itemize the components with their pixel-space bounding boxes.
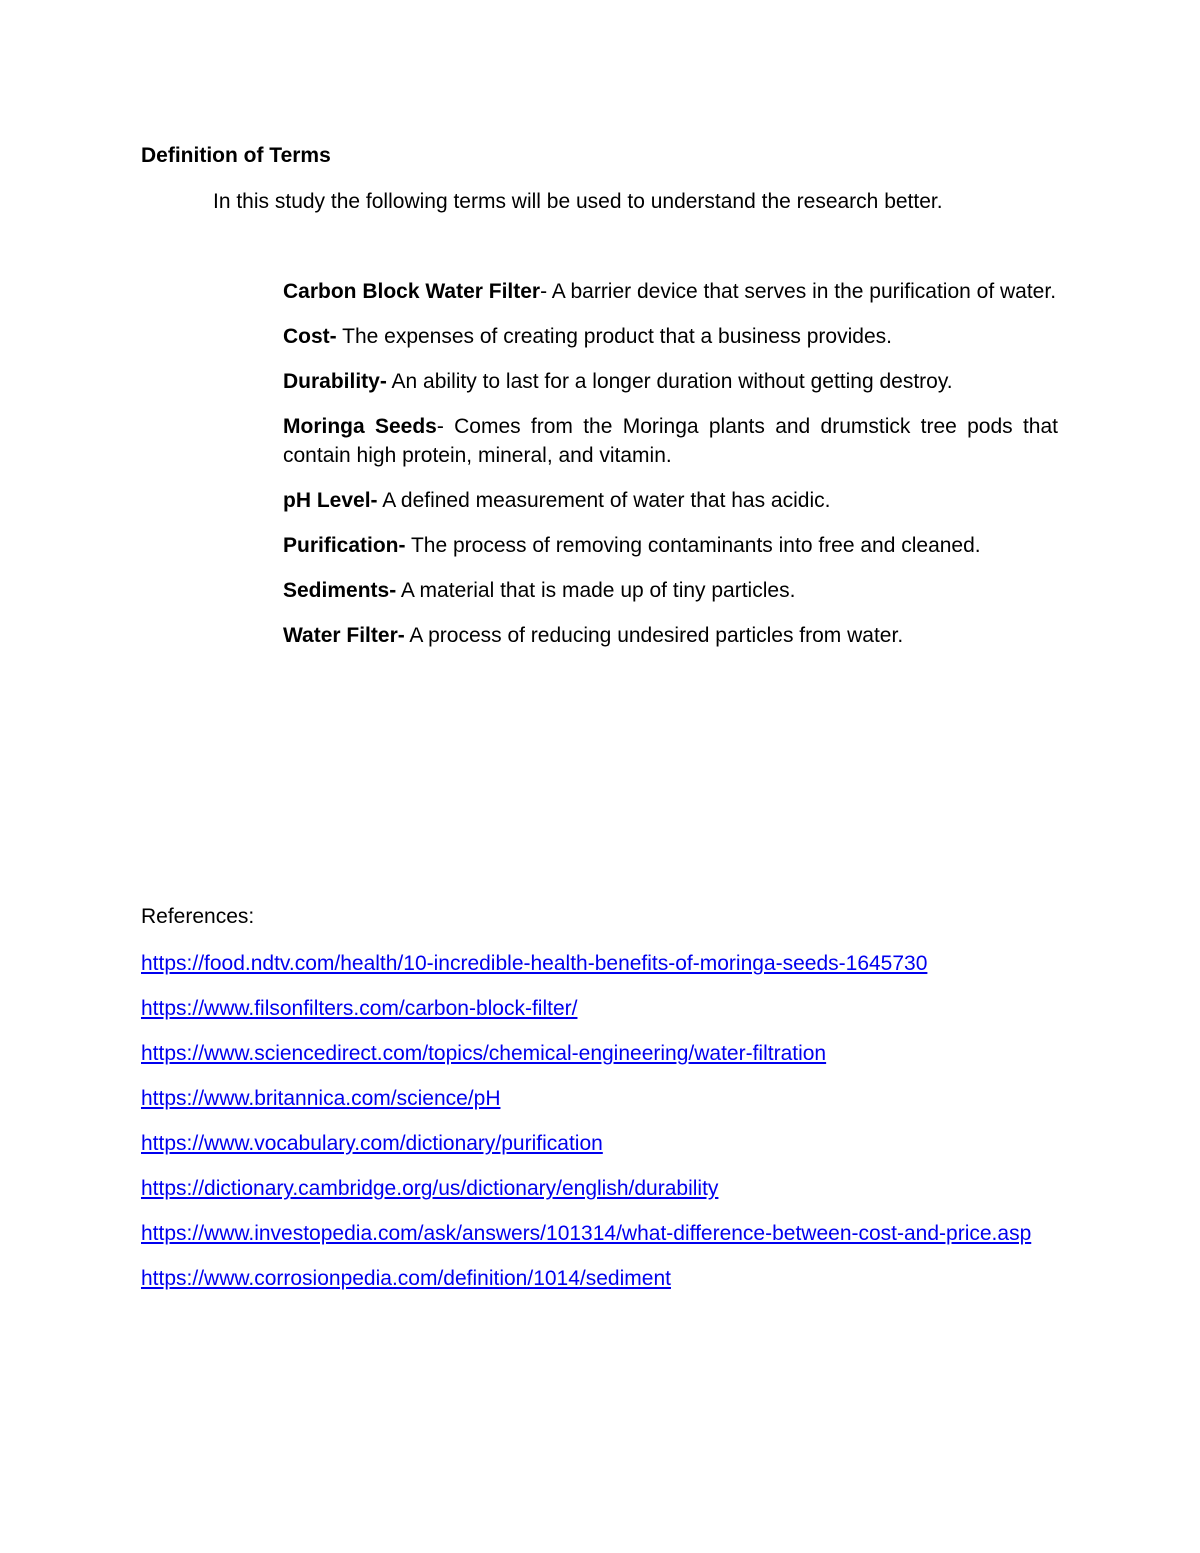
term-name: Sediments- [283,579,397,602]
term-name: Cost- [283,325,337,348]
term-definition: - A barrier device that serves in the purification of water. [540,280,1057,303]
term-definition: A defined measurement of water that has acidic. [377,489,831,512]
reference-link[interactable]: https://dictionary.cambridge.org/us/dictionary/english/durability [141,1177,719,1200]
term-entry [283,277,1058,306]
term-name: Purification- [283,534,406,557]
term-entry [283,576,1058,605]
term-name: pH Level- [283,489,378,512]
term-definition: The expenses of creating product that a business provides. [336,325,892,348]
term-name: Moringa Seeds [283,415,437,438]
term-definition: A process of reducing undesired particles from water. [404,624,904,647]
term-definition: An ability to last for a longer duration without getting destroy. [386,370,953,393]
term-entry [283,531,1058,560]
term-entry [283,322,1058,351]
reference-link[interactable]: https://www.vocabulary.com/dictionary/purification [141,1132,603,1155]
terms-list [283,277,1058,666]
references-label: References: [141,905,255,928]
reference-link[interactable]: https://www.filsonfilters.com/carbon-block-filter/ [141,997,578,1020]
term-definition: The process of removing contaminants into free and cleaned. [405,534,981,557]
term-definition: - Comes from the Moringa plants and drumstick tree pods that contain high protein, mineral, and vitamin. [283,415,1058,467]
term-name: Carbon Block Water Filter [283,280,541,303]
term-entry [283,621,1058,650]
reference-link[interactable]: https://www.investopedia.com/ask/answers/101314/what-difference-between-cost-and-price.asp [141,1222,1032,1245]
term-name: Durability- [283,370,387,393]
reference-link[interactable]: https://www.britannica.com/science/pH [141,1087,501,1110]
reference-link[interactable]: https://www.corrosionpedia.com/definition/1014/sediment [141,1267,671,1290]
term-name: Water Filter- [283,624,405,647]
term-definition: A material that is made up of tiny particles. [396,579,796,602]
term-entry [283,412,1058,470]
references-list [141,949,1061,1309]
reference-link[interactable]: https://www.sciencedirect.com/topics/chemical-engineering/water-filtration [141,1042,827,1065]
term-entry [283,486,1058,515]
term-entry [283,367,1058,396]
reference-link[interactable]: https://food.ndtv.com/health/10-incredible-health-benefits-of-moringa-seeds-1645730 [141,952,928,975]
intro-paragraph: In this study the following terms will be used to understand the research better. [213,190,943,213]
section-heading: Definition of Terms [141,144,331,167]
